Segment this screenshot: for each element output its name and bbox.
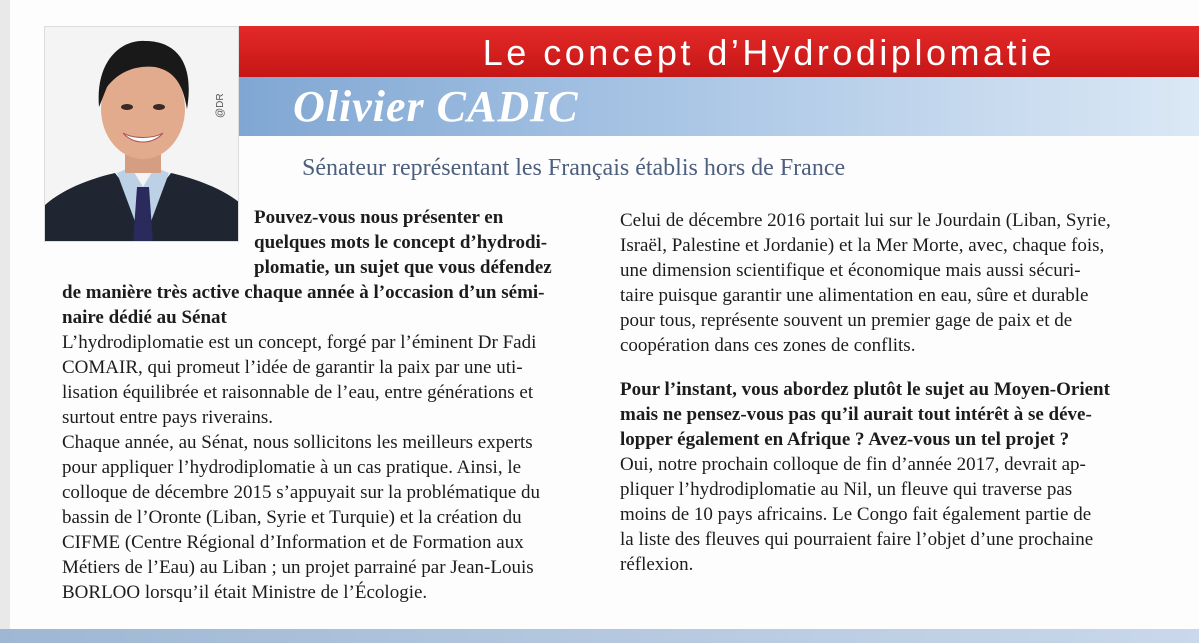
- footer-bar: [0, 629, 1199, 643]
- question-line: quelques mots le concept d’hydrodi-: [254, 232, 548, 253]
- title-banner: [239, 26, 1199, 77]
- paragraph-line: coopération dans ces zones de conflits.: [620, 335, 916, 356]
- question-line: mais ne pensez-vous pas qu’il aurait tout intérêt à se déve-: [620, 404, 1092, 425]
- right-column: [620, 208, 1147, 577]
- question-line: naire dédié au Sénat: [62, 307, 227, 328]
- question-line: lopper également en Afrique ? Avez-vous un tel projet ?: [620, 429, 1070, 450]
- answer-line: pliquer l’hydrodiplomatie au Nil, un fleuve qui traverse pas: [620, 479, 1073, 500]
- left-column: [62, 205, 596, 605]
- paragraph-line: taire puisque garantir une alimentation en eau, sûre et durable: [620, 285, 1089, 306]
- answer-line: la liste des fleuves qui pourraient faire l’objet d’une prochaine: [620, 529, 1094, 550]
- paragraph-line: Israël, Palestine et Jordanie) et la Mer Morte, avec, chaque fois,: [620, 235, 1105, 256]
- answer-line: lisation équilibrée et raisonnable de l’eau, entre générations et: [62, 382, 534, 403]
- answer-line: surtout entre pays riverains.: [62, 407, 274, 428]
- answer-line: moins de 10 pays africains. Le Congo fait également partie de: [620, 504, 1092, 525]
- answer-line: Métiers de l’Eau) au Liban ; un projet parrainé par Jean-Louis: [62, 557, 534, 578]
- answer-line: Chaque année, au Sénat, nous sollicitons les meilleurs experts: [62, 432, 533, 453]
- author-subtitle: Sénateur représentant les Français établis hors de France: [302, 155, 846, 181]
- answer-line: Oui, notre prochain colloque de fin d’année 2017, devrait ap-: [620, 454, 1086, 475]
- answer-line: CIFME (Centre Régional d’Information et de Formation aux: [62, 532, 524, 553]
- answer-line: réflexion.: [620, 554, 694, 575]
- answer-line: COMAIR, qui promeut l’idée de garantir la paix par une uti-: [62, 357, 523, 378]
- author-name: Olivier CADIC: [293, 82, 579, 131]
- page-edge: [0, 0, 10, 643]
- answer-line: colloque de décembre 2015 s’appuyait sur la problématique du: [62, 482, 541, 503]
- article-title: Le concept d’Hydrodiplomatie: [482, 32, 1055, 73]
- answer-line: pour appliquer l’hydrodiplomatie à un cas pratique. Ainsi, le: [62, 457, 522, 478]
- paragraph-spacer: [620, 358, 1147, 377]
- answer-line: BORLOO lorsqu’il était Ministre de l’Écologie.: [62, 582, 428, 603]
- paragraph-line: pour tous, représente souvent un premier gage de paix et de: [620, 310, 1073, 331]
- question-line: plomatie, un sujet que vous défendez: [254, 257, 552, 278]
- question-line: Pouvez-vous nous présenter en: [254, 207, 504, 228]
- answer-line: L’hydrodiplomatie est un concept, forgé par l’éminent Dr Fadi: [62, 332, 537, 353]
- name-banner: [239, 77, 1199, 136]
- question-line: Pour l’instant, vous abordez plutôt le sujet au Moyen-Orient: [620, 379, 1110, 400]
- photo-credit: @DR: [215, 93, 226, 118]
- question-line: de manière très active chaque année à l’occasion d’un sémi-: [62, 282, 545, 303]
- paragraph-line: une dimension scientifique et économique mais aussi sécuri-: [620, 260, 1081, 281]
- paragraph-line: Celui de décembre 2016 portait lui sur le Jourdain (Liban, Syrie,: [620, 210, 1111, 231]
- answer-line: bassin de l’Oronte (Liban, Syrie et Turquie) et la création du: [62, 507, 522, 528]
